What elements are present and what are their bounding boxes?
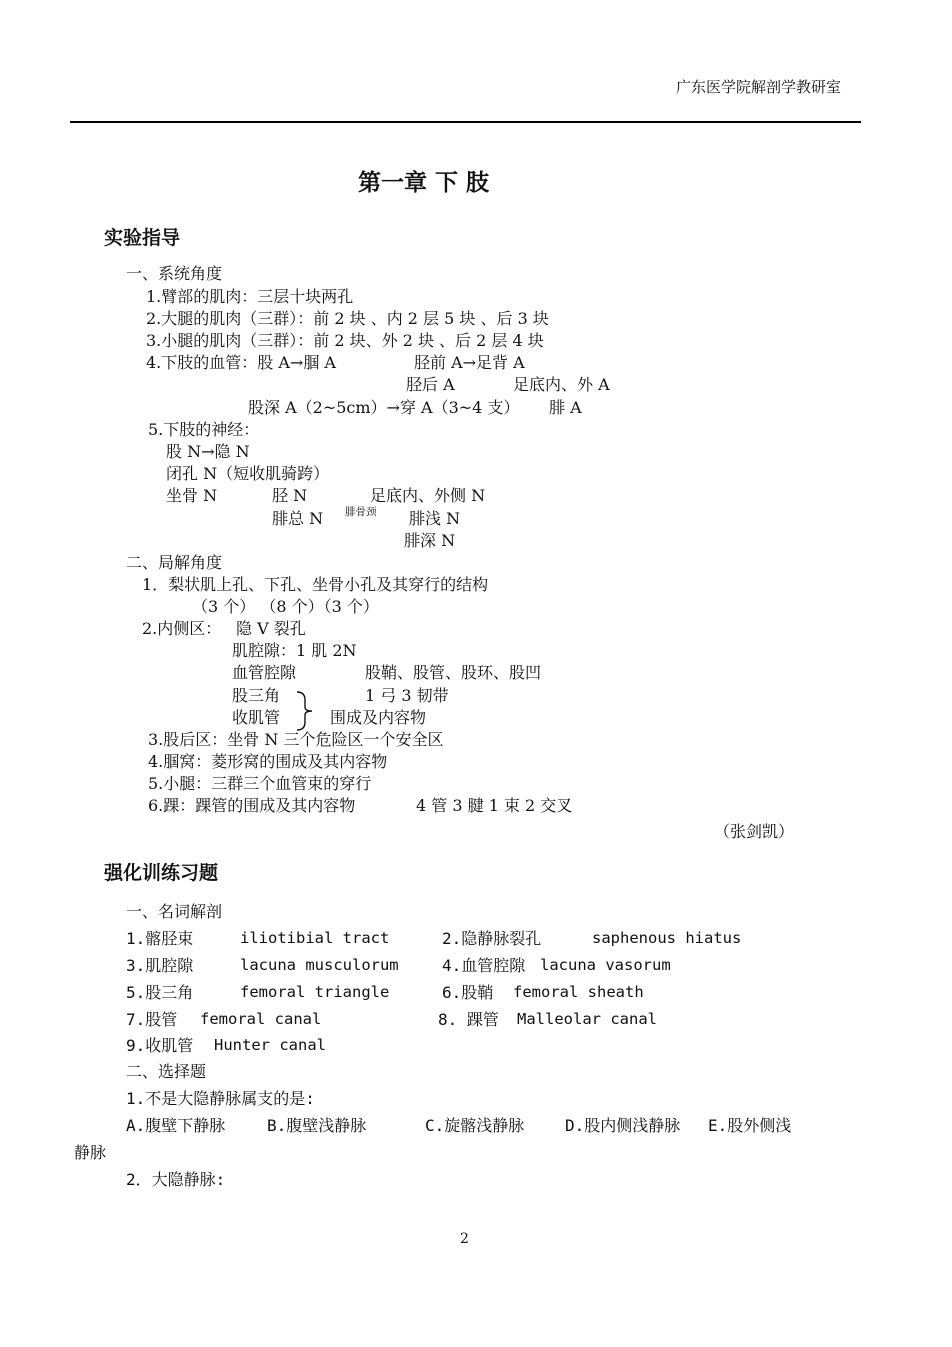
q1-option-a: A.腹壁下静脉 — [126, 1116, 226, 1135]
regional-item-6-extra: 4 管 3 腱 1 束 2 交叉 — [416, 796, 573, 815]
muscular-lacuna: 肌腔隙：1 肌 2N — [232, 641, 357, 660]
term-cn: 9.收肌管 — [126, 1036, 194, 1055]
vessels-fibular: 腓 A — [549, 398, 582, 417]
term-en: lacuna vasorum — [540, 956, 671, 974]
term-en: Malleolar canal — [517, 1010, 657, 1028]
term-en: iliotibial tract — [240, 929, 390, 947]
system-view-heading: 一、系统角度 — [126, 264, 223, 283]
chapter-title: 第一章 下 肢 — [358, 170, 490, 196]
nerves-obturator: 闭孔 N（短收肌骑跨） — [166, 464, 330, 483]
boundaries: 围成及内容物 — [330, 708, 427, 727]
nerves-deep-fibular: 腓深 N — [404, 531, 456, 550]
nerves-label: 5.下肢的神经： — [148, 420, 260, 439]
q1-option-d: D.股内侧浅静脉 — [565, 1116, 681, 1135]
terms-heading: 一、名词解剖 — [126, 902, 223, 921]
nerves-superficial-fibular: 腓浅 N — [409, 509, 461, 528]
regional-item-2-label: 2.内侧区： — [142, 619, 222, 638]
term-cn: 6.股鞘 — [442, 983, 494, 1002]
regional-item-1: 1．梨状肌上孔、下孔、坐骨小孔及其穿行的结构 — [142, 575, 489, 594]
q1-option-e: E.股外侧浅 — [708, 1116, 792, 1135]
term-cn: 8. 踝管 — [438, 1010, 499, 1029]
term-en: femoral sheath — [513, 983, 644, 1001]
header-rule — [70, 121, 861, 123]
term-en: lacuna musculorum — [240, 956, 399, 974]
term-cn: 2.隐静脉裂孔 — [442, 929, 542, 948]
author: （张剑凯） — [714, 822, 795, 841]
lab-guide-heading: 实验指导 — [104, 227, 181, 249]
adductor-canal: 收肌管 — [232, 708, 281, 727]
term-en: saphenous hiatus — [592, 929, 742, 947]
system-item-3: 3.小腿的肌肉（三群）：前 2 块、外 2 块 、后 2 层 4 块 — [146, 331, 544, 350]
regional-item-6: 6.踝：踝管的围成及其内容物 — [148, 796, 356, 815]
term-cn: 4.血管腔隙 — [442, 956, 526, 975]
nerves-femoral: 股 N→隐 N — [166, 442, 250, 461]
nerves-sciatic: 坐骨 N — [166, 486, 218, 505]
choice-heading: 二、选择题 — [126, 1062, 207, 1081]
term-en: femoral triangle — [240, 983, 390, 1001]
regional-item-4: 4.腘窝：菱形窝的围成及其内容物 — [148, 752, 388, 771]
vascular-lacuna: 血管腔隙 — [232, 663, 297, 682]
system-item-1: 1.臂部的肌肉：三层十块两孔 — [146, 287, 354, 306]
term-en: Hunter canal — [214, 1036, 326, 1054]
q1-stem: 1.不是大隐静脉属支的是: — [126, 1089, 315, 1108]
header-institution: 广东医学院解剖学教研室 — [676, 78, 842, 96]
vessels-posterior-tibial: 胫后 A — [406, 375, 455, 394]
regional-item-1-counts: （3 个） （8 个）（3 个） — [192, 597, 379, 616]
q1-option-e-cont: 静脉 — [74, 1143, 107, 1162]
exercises-heading: 强化训练习题 — [104, 862, 219, 884]
vascular-lacuna-items: 股鞘、股管、股环、股凹 — [365, 663, 542, 682]
vessels-anterior-tibial: 胫前 A→足背 A — [414, 353, 525, 372]
regional-item-5: 5.小腿：三群三个血管束的穿行 — [148, 774, 372, 793]
term-cn: 5.股三角 — [126, 983, 194, 1002]
nerves-plantar: 足底内、外侧 N — [370, 486, 486, 505]
nerves-common-fibular: 腓总 N — [272, 509, 324, 528]
nerves-fibular-neck: 腓骨颈 — [345, 506, 377, 518]
term-cn: 1.髂胫束 — [126, 929, 194, 948]
vessels-label: 4.下肢的血管：股 A→腘 A — [146, 353, 336, 372]
term-cn: 3.肌腔隙 — [126, 956, 194, 975]
term-cn: 7.股管 — [126, 1010, 178, 1029]
saphenous-hiatus: 隐 V 裂孔 — [236, 619, 306, 638]
system-item-2: 2.大腿的肌肉（三群）：前 2 块 、内 2 层 5 块 、后 3 块 — [146, 309, 549, 328]
regional-view-heading: 二、局解角度 — [126, 553, 223, 572]
nerves-tibial: 胫 N — [272, 486, 308, 505]
ligaments: 1 弓 3 韧带 — [365, 686, 449, 705]
regional-item-3: 3.股后区：坐骨 N 三个危险区一个安全区 — [148, 730, 444, 749]
q2-stem: 2．大隐静脉: — [126, 1170, 226, 1189]
q1-option-c: C.旋髂浅静脉 — [425, 1116, 525, 1135]
term-en: femoral canal — [200, 1010, 322, 1028]
q1-option-b: B.腹壁浅静脉 — [267, 1116, 367, 1135]
page-number: 2 — [460, 1231, 469, 1247]
curly-brace-icon — [294, 690, 316, 732]
vessels-deep-femoral: 股深 A（2~5cm）→穿 A（3~4 支） — [248, 398, 520, 417]
vessels-plantar: 足底内、外 A — [513, 375, 610, 394]
femoral-triangle: 股三角 — [232, 686, 281, 705]
